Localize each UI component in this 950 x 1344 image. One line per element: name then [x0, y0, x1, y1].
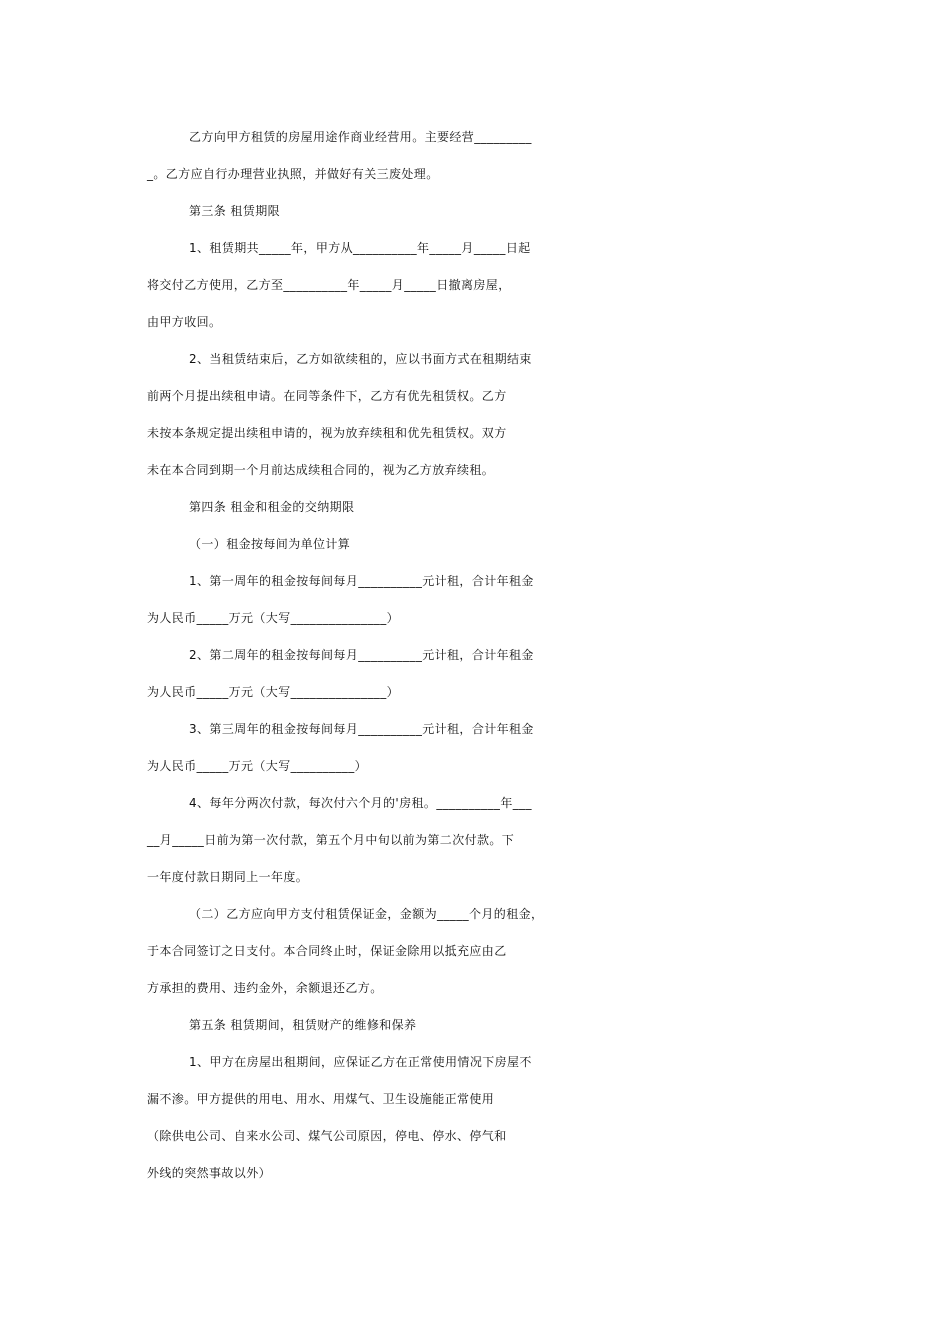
- paragraph-line: 3、第三周年的租金按每间每月__________元计租，合计年租金: [189, 722, 534, 736]
- paragraph-line: 方承担的费用、违约金外，余额退还乙方。: [147, 981, 383, 995]
- paragraph-line: 1、第一周年的租金按每间每月__________元计租，合计年租金: [189, 574, 534, 588]
- paragraph-line: 乙方向甲方租赁的房屋用途作商业经营用。主要经营_________: [189, 130, 532, 144]
- paragraph-line: 前两个月提出续租申请。在同等条件下，乙方有优先租赁权。乙方: [147, 389, 507, 403]
- paragraph-line: 外线的突然事故以外）: [147, 1166, 272, 1180]
- paragraph-line: 未在本合同到期一个月前达成续租合同的，视为乙方放弃续租。: [147, 463, 495, 477]
- paragraph-line: 4、每年分两次付款，每次付六个月的'房租。__________年___: [189, 796, 532, 810]
- paragraph-line: 于本合同签订之日支付。本合同终止时，保证金除用以抵充应由乙: [147, 944, 507, 958]
- paragraph-line: （除供电公司、自来水公司、煤气公司原因，停电、停水、停气和: [147, 1129, 507, 1143]
- paragraph-line: 2、当租赁结束后，乙方如欲续租的，应以书面方式在租期结束: [189, 352, 532, 366]
- section-heading: 第五条 租赁期间，租赁财产的维修和保养: [189, 1018, 417, 1032]
- paragraph-line: __月_____日前为第一次付款，第五个月中旬以前为第二次付款。下: [147, 833, 515, 847]
- section-heading: 第三条 租赁期限: [189, 204, 281, 218]
- paragraph-line: _。乙方应自行办理营业执照，并做好有关三废处理。: [147, 167, 439, 181]
- paragraph-line: 1、甲方在房屋出租期间，应保证乙方在正常使用情况下房屋不: [189, 1055, 532, 1069]
- paragraph-line: 漏不渗。甲方提供的用电、用水、用煤气、卫生设施能正常使用: [147, 1092, 495, 1106]
- paragraph-line: 一年度付款日期同上一年度。: [147, 870, 309, 884]
- paragraph-line: 2、第二周年的租金按每间每月__________元计租，合计年租金: [189, 648, 534, 662]
- paragraph-line: 为人民币_____万元（大写__________）: [147, 759, 368, 773]
- paragraph-line: 将交付乙方使用，乙方至__________年_____月_____日撤离房屋，: [147, 278, 511, 292]
- section-heading: 第四条 租金和租金的交纳期限: [189, 500, 355, 514]
- paragraph-line: 未按本条规定提出续租申请的，视为放弃续租和优先租赁权。双方: [147, 426, 507, 440]
- paragraph-line: 由甲方收回。: [147, 315, 222, 329]
- subsection-heading: （二）乙方应向甲方支付租赁保证金，金额为_____个月的租金，: [189, 907, 544, 921]
- paragraph-line: 为人民币_____万元（大写_______________）: [147, 611, 400, 625]
- paragraph-line: 为人民币_____万元（大写_______________）: [147, 685, 400, 699]
- subsection-heading: （一）租金按每间为单位计算: [189, 537, 351, 551]
- paragraph-line: 1、租赁期共_____年，甲方从__________年_____月_____日起: [189, 241, 531, 255]
